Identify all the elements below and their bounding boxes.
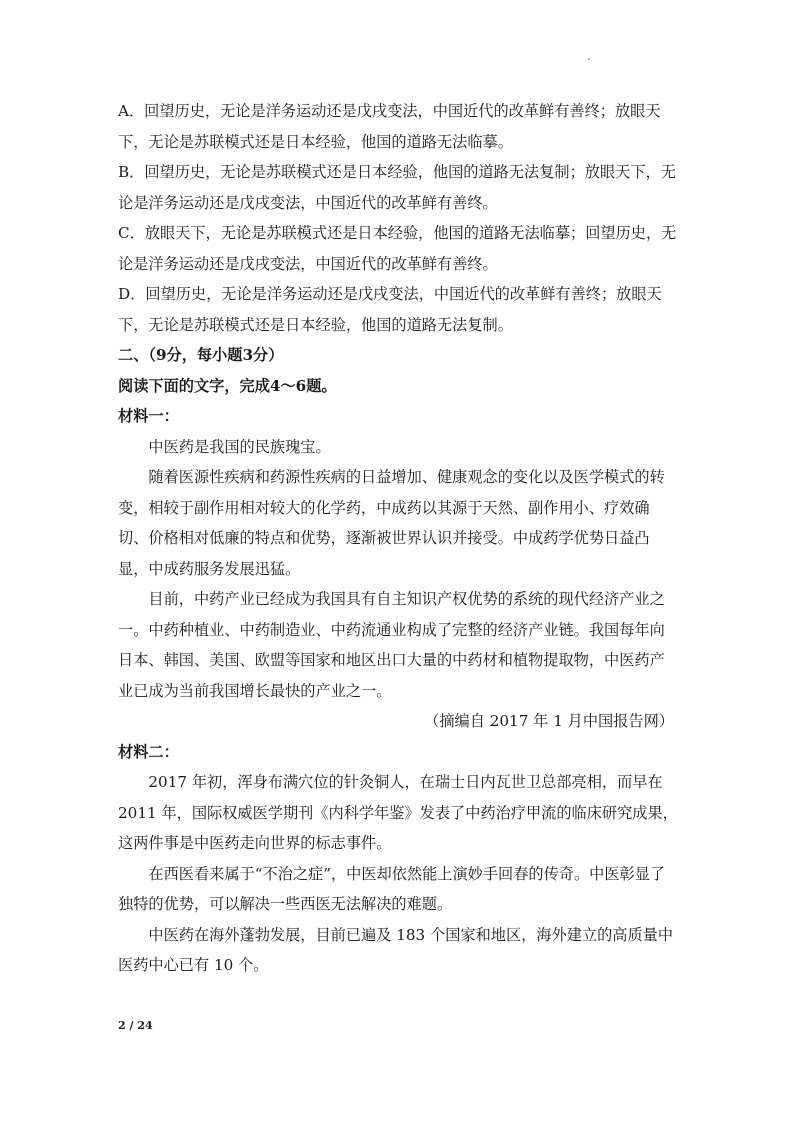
option-d: D．回望历史，无论是洋务运动还是戊戌变法，中国近代的改革鲜有善终；放眼天下，无论是苏联模式还是日本经验，他国的道路无法复制。 [118, 285, 662, 334]
material1-paragraph: 目前，中药产业已经成为我国具有自主知识产权优势的系统的现代经济产业之一。中药种植业、中药制造业、中药流通业构成了完整的经济产业链。我国每年向日本、韩国、美国、欧盟等国家和地区出口大量的中药材和植物提取物，中医药产业已成为当前我国增长最快的产业之一。 [118, 590, 665, 700]
material2-label: 材料二： [118, 742, 179, 761]
material1-paragraph: 随着医源性疾病和药源性疾病的日益增加、健康观念的变化以及医学模式的转变，相较于副作用相对较大的化学药，中成药以其源于天然、副作用小、疗效确切、价格相对低廉的特点和优势，逐渐被世界认识并接受。中成药学优势日益凸显，中成药服务发展迅猛。 [118, 468, 665, 578]
material2-paragraph: 2017 年初，浑身布满穴位的针灸铜人，在瑞士日内瓦世卫总部亮相，而早在 2011 年，国际权威医学期刊《内科学年鉴》发表了中药治疗甲流的临床研究成果，这两件事是中医药走向世界的标志事件。 [118, 773, 678, 852]
scan-speck [588, 58, 590, 60]
section-heading: 二、（9分，每小题3分） [118, 346, 284, 364]
section-instruction: 阅读下面的文字，完成4～6题。 [118, 376, 337, 395]
material1-paragraph: 中医药是我国的民族瑰宝。 [148, 437, 331, 456]
material2-paragraph: 中医药在海外蓬勃发展，目前已遍及 183 个国家和地区，海外建立的高质量中医药中心已有 10 个。 [118, 925, 674, 974]
material2-paragraph: 在西医看来属于“不治之症”，中医却依然能上演妙手回春的传奇。中医彰显了独特的优势，可以解决一些西医无法解决的难题。 [118, 864, 666, 913]
option-a: A．回望历史，无论是洋务运动还是戊戌变法，中国近代的改革鲜有善终；放眼天下，无论是苏联模式还是日本经验，他国的道路无法临摹。 [118, 102, 661, 151]
page-content [118, 96, 678, 981]
material1-source: （摘编自 2017 年 1 月中国报告网） [424, 712, 674, 730]
option-b: B．回望历史，无论是苏联模式还是日本经验，他国的道路无法复制；放眼天下，无论是洋务运动还是戊戌变法，中国近代的改革鲜有善终。 [118, 163, 676, 212]
option-c: C．放眼天下，无论是苏联模式还是日本经验，他国的道路无法临摹；回望历史，无论是洋务运动还是戊戌变法，中国近代的改革鲜有善终。 [118, 224, 677, 273]
page-number: 2 / 24 [118, 1019, 153, 1032]
material1-label: 材料一： [118, 407, 179, 425]
